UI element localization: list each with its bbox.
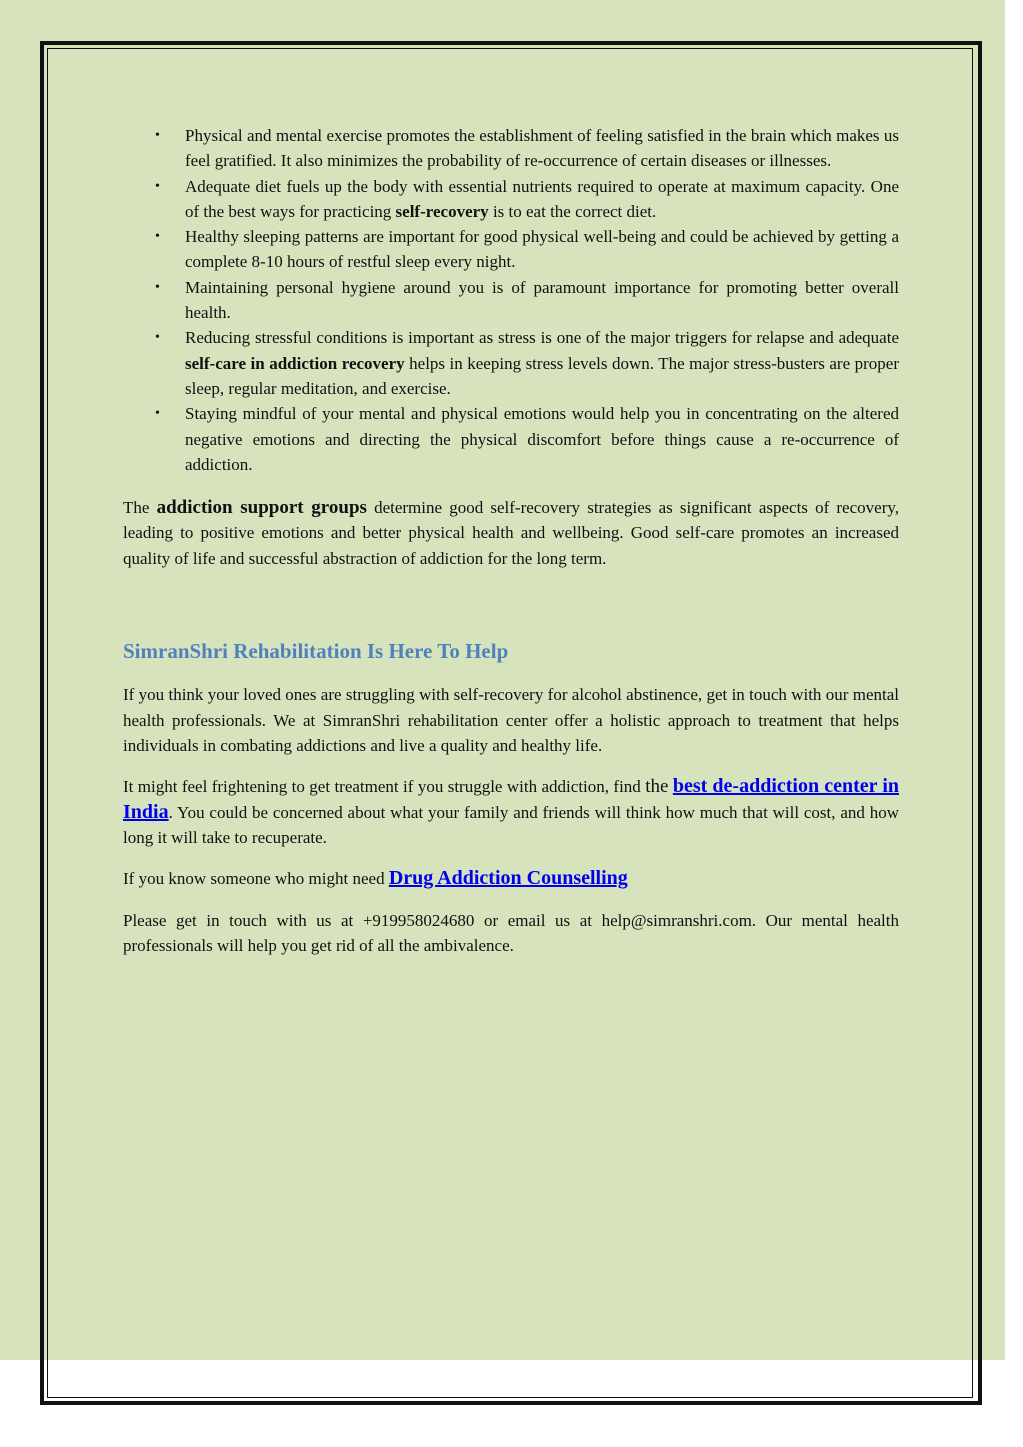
- help-paragraph: If you think your loved ones are struggling with self-recovery for alcohol abstinence, get in touch with our mental health professionals. We at SimranShri rehabilitation center offer a holistic approach to treatment that helps individuals in combating addictions and live a quality and healthy life.: [123, 685, 899, 756]
- bold-term: addiction support groups: [156, 497, 367, 519]
- bullet-icon: •: [155, 128, 160, 143]
- list-item: • Maintaining personal hygiene around you is of paramount importance for promoting better overall health.: [123, 275, 899, 326]
- section-heading: SimranShri Rehabilitation Is Here To Help: [123, 639, 509, 664]
- bullet-icon: •: [155, 330, 160, 346]
- document-body: [123, 123, 899, 958]
- benefits-list: [123, 123, 899, 477]
- bold-term: self-care in addiction recovery: [185, 353, 405, 373]
- drug-addiction-counselling-link[interactable]: Drug Addiction Counselling: [388, 867, 628, 890]
- support-groups-paragraph: The addiction support groups determine good self-recovery strategies as significant aspects of recovery, leading to positive emotions and better physical health and wellbeing. Good self-care promotes an increased quality of life and successful abstraction of addiction for the long term.: [123, 497, 899, 568]
- list-item: • Adequate diet fuels up the body with essential nutrients required to operate at maximum capacity. One of the best ways for practicing self-recovery is to eat the correct diet.: [123, 174, 899, 225]
- contact-paragraph: Please get in touch with us at +919958024680 or email us at help@simranshri.com. Our mental health professionals will help you get rid of all the ambivalence.: [123, 910, 899, 955]
- counselling-paragraph: If you know someone who might need Drug Addiction Counselling: [123, 867, 628, 890]
- bullet-icon: •: [155, 279, 160, 295]
- list-item: • Physical and mental exercise promotes the establishment of feeling satisfied in the brain which makes us feel gratified. It also minimizes the probability of re-occurrence of certain diseases or illnesses.: [123, 123, 899, 174]
- best-de-addiction-link[interactable]: best de-addiction center in India: [123, 775, 900, 823]
- page-bottom-strip: [49, 1362, 971, 1397]
- treatment-paragraph: It might feel frightening to get treatment if you struggle with addiction, find the best de-addiction center in India. You could be concerned about what your family and friends will think how much that will cost, and how long it will take to recuperate.: [123, 775, 900, 847]
- bullet-icon: •: [155, 406, 160, 422]
- bullet-icon: •: [155, 178, 160, 194]
- list-item: • Reducing stressful conditions is important as stress is one of the major triggers for relapse and adequate self-care in addiction recovery helps in keeping stress levels down. The major stress-busters are proper sleep, regular meditation, and exercise.: [123, 325, 899, 401]
- bold-term: self-recovery: [395, 201, 489, 221]
- list-item: • Healthy sleeping patterns are important for good physical well-being and could be achieved by getting a complete 8-10 hours of restful sleep every night.: [123, 224, 899, 275]
- list-item: • Staying mindful of your mental and physical emotions would help you in concentrating on the altered negative emotions and directing the physical discomfort before things cause a re-occurrence of addiction.: [123, 401, 899, 477]
- bullet-icon: •: [155, 229, 160, 245]
